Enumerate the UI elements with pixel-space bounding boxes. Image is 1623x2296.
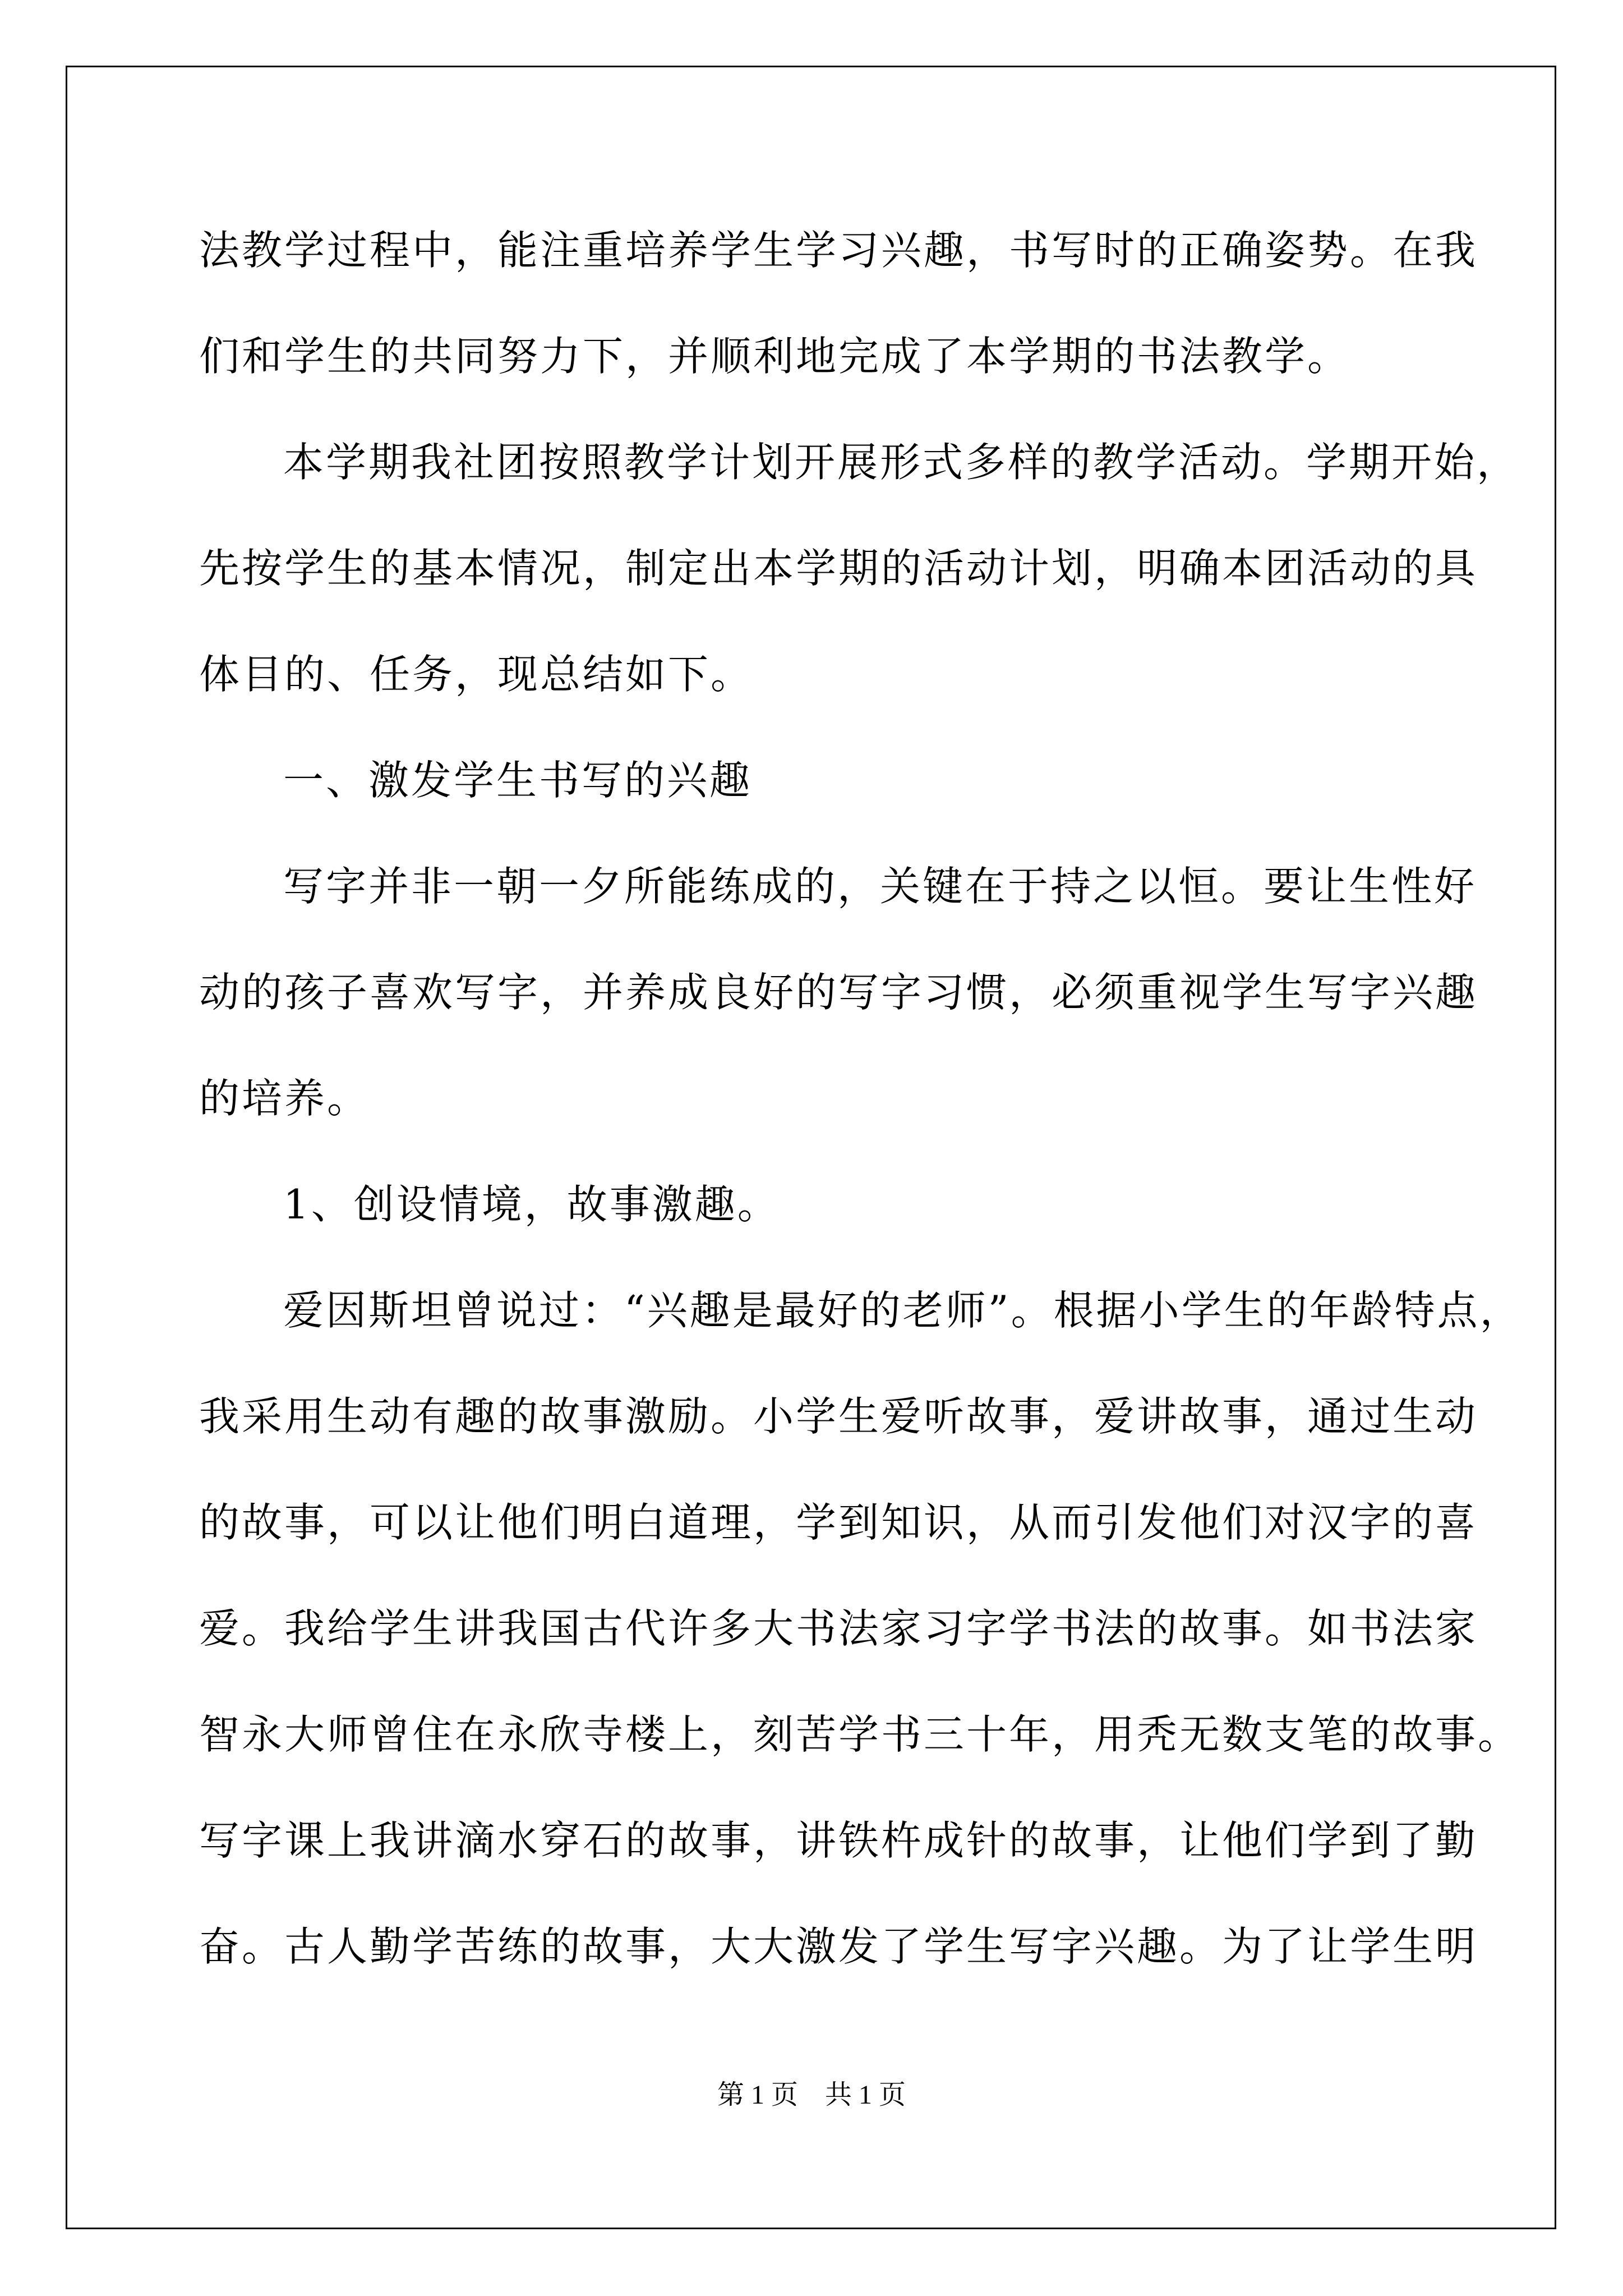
- paragraph-line: 写字并非一朝一夕所能练成的，关键在于持之以恒。要让生性好: [283, 863, 1477, 910]
- paragraph-line: 本学期我社团按照教学计划开展形式多样的教学活动。学期开始，: [283, 439, 1520, 486]
- body-line: 写字课上我讲滴水穿石的故事，讲铁杵成针的故事，让他们学到了勤: [199, 1817, 1478, 1864]
- page-border: [66, 66, 1556, 2229]
- body-line: 爱。我给学生讲我国古代许多大书法家习字学书法的故事。如书法家: [199, 1605, 1478, 1652]
- body-line: 们和学生的共同努力下，并顺利地完成了本学期的书法教学。: [199, 333, 1350, 380]
- body-line: 体目的、任务，现总结如下。: [199, 651, 754, 698]
- body-line: 的故事，可以让他们明白道理，学到知识，从而引发他们对汉字的喜: [199, 1499, 1478, 1546]
- body-line: 智永大师曾住在永欣寺楼上，刻苦学书三十年，用秃无数支笔的故事。: [199, 1711, 1521, 1758]
- section-heading: 一、激发学生书写的兴趣: [283, 757, 753, 804]
- body-line: 奋。古人勤学苦练的故事，大大激发了学生写字兴趣。为了让学生明: [199, 1923, 1478, 1970]
- body-line: 动的孩子喜欢写字，并养成良好的写字习惯，必须重视学生写字兴趣: [199, 969, 1478, 1016]
- subsection-heading: 1、创设情境，故事激趣。: [283, 1181, 780, 1228]
- paragraph-line: 爱因斯坦曾说过：“兴趣是最好的老师”。根据小学生的年龄特点，: [283, 1287, 1523, 1334]
- body-line: 法教学过程中，能注重培养学生学习兴趣，书写时的正确姿势。在我: [199, 227, 1478, 274]
- body-line: 的培养。: [199, 1075, 370, 1122]
- body-line: 我采用生动有趣的故事激励。小学生爱听故事，爱讲故事，通过生动: [199, 1393, 1478, 1440]
- page-footer: 第 1 页 共 1 页: [717, 2080, 906, 2110]
- body-line: 先按学生的基本情况，制定出本学期的活动计划，明确本团活动的具: [199, 545, 1478, 592]
